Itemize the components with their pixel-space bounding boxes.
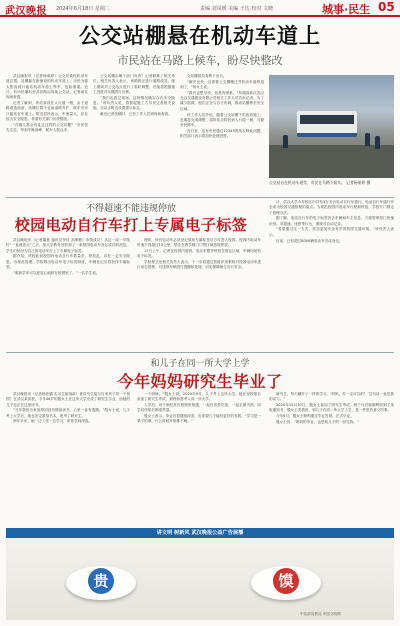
ad-footer-credit: 中宣部宣教局 中国文明网: [300, 612, 341, 616]
seal-right: 馍: [273, 568, 299, 594]
story1-column-1: [6, 74, 88, 194]
page-number: 05: [378, 0, 395, 14]
story3-paragraph: 殷女士表示，毕业后将继续深造，也希望儿子能有更好的发展。“学习是一辈子的事，什么时候开始都不晚。”: [137, 414, 261, 424]
story3-paragraph: 一个研研。”殷女士说，2020年9月，儿子考上这所大学，她在母校报名参加了研究生考试，最终如愿考入同一所大学。: [137, 392, 261, 402]
story2-paragraph: 17日上午，记者在校园内看到，电动车整齐停放在指定区域，车辆均贴有电子标签。: [137, 249, 261, 259]
story2-paragraph: 计，武汉大学今年校区内共有3万多台电动自行车通行，电动自行车通行安全成为校园交通管理的重点。为规范校园内电动车行驶和停放，学校专门制定了管理办法。: [269, 200, 394, 215]
story2-paragraph: “重新学车可以更放心地停在校园里了。”一名学生说。: [13, 270, 100, 275]
story2-paragraph: 据了解，电动自行车的电子标签内含车辆和车主信息，方便管理部门快速识别。对超速、违停等行为，系统可自动记录。: [269, 216, 394, 226]
bus-shape: [297, 111, 357, 137]
public-service-ad: [6, 538, 394, 620]
story2-paragraph: 据介绍，该校此前校园内电动自行车数量多、停放乱，存在一定安全隐患。为规范管理，学校推出电动车电子标签制度，车辆登记后将获得专属标签。: [6, 254, 130, 269]
story2-column-1: [6, 238, 130, 348]
story3-paragraph: 入学后，母子俩经常在校园里相遇，一起在食堂吃饭，一起去图书馆。同学们得知后都很羡慕。: [137, 403, 261, 413]
story3-paragraph: 研究生，每天翻开了一样的学习，‘妈妈，你一定可以的！’这句话一直是我的动力。”: [269, 392, 394, 402]
seal-left: 贵: [88, 568, 114, 594]
story2-column-3: [269, 200, 394, 348]
story3-paragraph: 两年多来，她一边工作一边学习，常常学到深夜。: [13, 419, 93, 424]
section-divider: [6, 197, 394, 198]
story2-paragraph: 学校保卫处相关负责人表示，下一步将通过智能识别系统对校园电动车进行动态管理，对违规车辆进行提醒和处理，切实保障师生出行安全。: [137, 260, 261, 270]
bus-stop-photo: [269, 75, 394, 178]
story2-kicker: 不得超速不能违规停放: [85, 204, 176, 214]
story3-column-2: [137, 392, 261, 524]
story3-paragraph: 殷女士说：“妈妈的毕业，也是给儿子的一份礼物。”: [276, 419, 359, 424]
story3-paragraph: “当年我因为家庭原因没有继续读书，心里一直有遗憾。”殷女士说，儿子考上大学后，她也决定重拾书本，报考了研究生。: [6, 408, 130, 418]
section-divider: [6, 352, 394, 353]
story1-paragraph: 连日来，也有市民通过12345热线反映此问题，相关部门表示将加快处理进度。: [180, 128, 264, 139]
story1-paragraph: 记者了解到，该站原设在人行道一侧，由于道路改造拓宽，站棚位置不变而道路外扩，候车市民只能站在车道上。附近居民表示，车流量大，存在较大安全隐患，希望有关部门尽快整改。: [6, 100, 88, 121]
story3-column-1: [6, 392, 130, 524]
story2-paragraph: “希望通过这一方式，营造更加安全有序的校园交通环境。”该负责人表示。: [269, 227, 394, 237]
story1-headline: 公交站棚悬在机动车道上: [79, 24, 321, 48]
story2-paragraph: 理的，所有电动车必须登记领取专属标签后方可进入校园。校园内电动车时速不得超过15公里，禁止在教学楼门口等区域违规停放。: [137, 238, 261, 248]
story3-column-3: [269, 392, 394, 524]
story1-paragraph: 武汉晚报讯（记者杨茱婷）公交站被侵机动车道位置，站棚悬在新铺设的机动车道上，市民为躲太阳直到只能站机动车道上等车，危险重重。近日，有市民爆料至武昌路沿线某公交站。记者前往现场查看。: [6, 74, 88, 100]
story1-paragraph: 该工作人员介绍，随着公交站棚下的改造施工，近期将完成调整，届时站点将回到人行道一侧，方便市民候车。: [180, 112, 264, 128]
section-name: 城事·民生: [322, 3, 371, 16]
story3-paragraph: 武汉晚报讯（记者杨佳璐 实习生崔翊政）谁讲究生能与自家孩子同一个校园？在武汉某高校，今年46岁的殷女士在这所大学完成了研究生学业，而她的儿子也正在这里读书。: [6, 392, 130, 407]
pedestrian-figure: [283, 135, 288, 148]
story3-paragraph: 今年6月，殷女士顺利通过毕业答辩，正式毕业。: [276, 414, 354, 419]
masthead: [0, 0, 400, 17]
story1-paragraph: 截至记者发稿时，已有工作人员到现场查看。: [100, 112, 172, 117]
public-service-ad-banner: 讲文明 树新风 武汉晚报公益广告展播: [6, 528, 394, 538]
story2-paragraph: 武汉晚报讯（记者董意 通讯员李佳 高坤敏）申领成功！从这一周一早吨钉“一直就差点”之后，某大学教务处收到了一条校园电动车登记成功的消息，学生们纷纷为自己的电动车打上了专属电子标签。: [6, 238, 130, 253]
story1-column-3: [180, 74, 264, 194]
story1-paragraph: 交站棚被拉有利于出行。: [187, 74, 227, 78]
story3-kicker: 和儿子在同一所大学上学: [150, 359, 250, 369]
newspaper-logo: 武汉晚报: [5, 6, 47, 17]
road-shape: [269, 145, 394, 178]
pedestrian-figure: [365, 133, 370, 146]
story1-subhead: 市民站在马路上候车，盼尽快整改: [117, 54, 283, 67]
story1-paragraph: “我们也看过现场，这种情况确实存在安全隐患。”该负责人说，将督促施工方尽快完善相关设施，在站点附近设置提示标志。: [93, 95, 175, 111]
story2-headline: 校园电动自行车打上专属电子标签: [14, 216, 248, 234]
editor-credits: 责编 刘凤媛 美编 王达 校对 文晓: [200, 6, 273, 12]
story2-column-2: [137, 238, 261, 348]
story1-paragraph: “我们也想尽快，但是有困难。”东湖高新区武汉光谷交通建设有限公司相关工作人员告诉记者，为了减少阻碍，他们正在与各方协调，推动站棚移至安全区域。: [180, 90, 264, 111]
photo-caption: 公交站台在机动车道旁，市民在马路下候车。 记者杨茱婷 摄: [269, 180, 371, 185]
issue-date: 2024年6月18日 星期二: [56, 6, 110, 12]
story3-paragraph: 2020年12月30日，殷女士参加了研究生考试，两个月后她顺利收到了录取通知书。殷女士笑着说，和儿子在同一所大学上学，是一件很有意义的事。: [269, 403, 394, 413]
story1-column-2: [93, 74, 175, 194]
story1-paragraph: “在哪儿都会有乱过这样的公交站棚？”市民张先生说，每到早晚高峰，候车人数众多。: [6, 122, 88, 132]
pedestrian-figure: [375, 136, 380, 149]
story2-paragraph: 目前，已有超过8000辆电动车完成登记。: [276, 238, 343, 243]
story1-paragraph: 公交站棚由哪个部门负责？记者联系了相关单位。相关负责人表示，该路段正进行道路改造，施工期间对公交站点进行了临时调整，后续将根据施工进度对站棚进行迁移。: [93, 74, 175, 94]
story1-paragraph: “解决也快，这需要公交棚搬迁并机动车道移退到了，”杨女士说。: [180, 79, 264, 90]
story3-headline: 今年妈妈研究生毕业了: [117, 372, 283, 391]
